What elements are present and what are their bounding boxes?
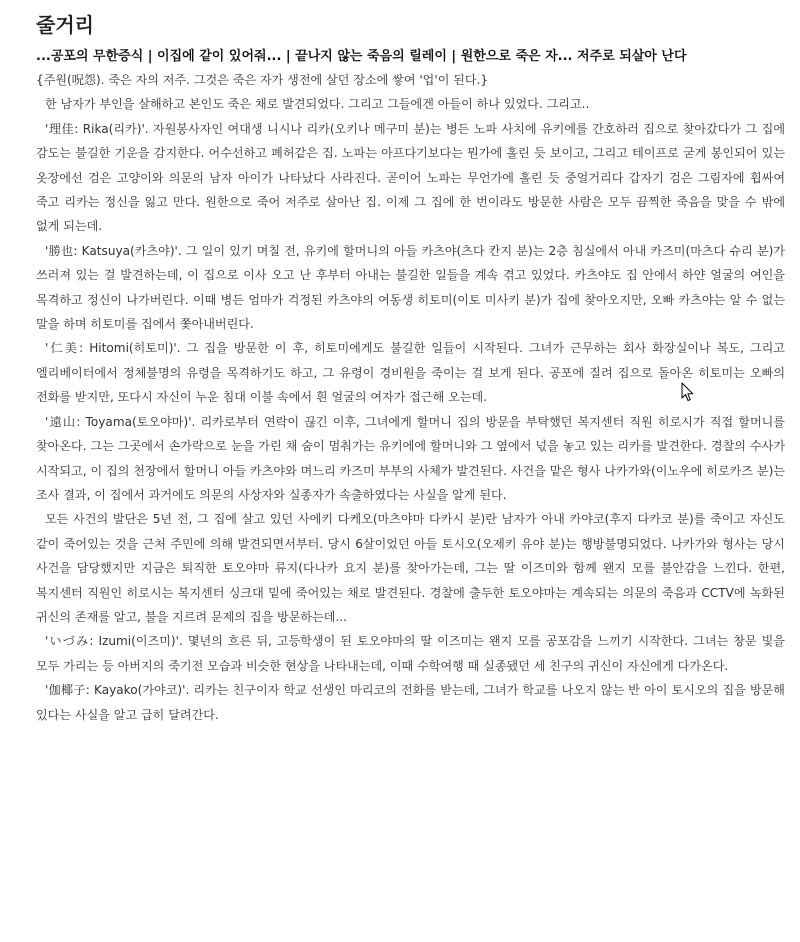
toyama-paragraph: '遠山: Toyama(토오야마)'. 리카로부터 연락이 끊긴 이후, 그녀에게 할머니 집의 방문을 부탁했던 복지센터 직원 히로시가 직접 할머니를 찾아온다. 그는 그곳에서 손가락으로 눈을 가린 채 숨이 멈춰가는 유키에에 할머니와 그 옆에서 넋을 놓고 있는 리카를 발견한다. 경찰의 수사가 시작되고, 이 집의 천장에서 할머니 아들 카츠야와 며느리 카즈미 부부의 사체가 발견된다. 사건을 맡은 형사 나카가와(이노우에 히로카즈 분)는 조사 결과, 이 집에서 과거에도 의문의 사상자와 실종자가 속출하였다는 사실을 알게 된다. xyxy=(36,414,785,502)
rika-paragraph: '理佳: Rika(리카)'. 자원봉사자인 여대생 니시나 리카(오키나 메구미 분)는 병든 노파 사치에 유키에를 간호하러 집으로 찾아갔다가 그 집에 감도는 불길한 기운을 감지한다. 어수선하고 폐허같은 집. 노파는 아프다기보다는 뭔가에 홀린 듯 보이고, 그리고 테이프로 굳게 봉인되어 있는 옷장에선 검은 고양이와 의문의 남자 아이가 나타났다 사라진다. 곧이어 노파는 무언가에 홀린 듯 중얼거리다 갑자기 검은 그림자에 휩싸여 죽고 리카는 정신을 잃고 만다. 원한으로 죽어 저주로 살아난 집. 이제 그 집에 한 번이라도 방문한 사람은 모두 끔찍한 죽음을 맞을 수 밖에 없게 되는데. xyxy=(36,121,785,234)
synopsis-page xyxy=(20,0,785,727)
kayako-paragraph: '伽椰子: Kayako(가야코)'. 리카는 친구이자 학교 선생인 마리코의 전화를 받는데, 그녀가 학교를 나오지 않는 반 아이 토시오의 집을 방문해 있다는 사실을 알고 급히 달려간다. xyxy=(36,683,785,722)
hitomi-paragraph: '仁美: Hitomi(히토미)'. 그 집을 방문한 이 후, 히토미에게도 불길한 일들이 시작된다. 그녀가 근무하는 회사 화장실이나 복도, 그리고 엘리베이터에서 정체불명의 유령을 목격하기도 하고, 그 유령이 경비원을 죽이는 걸 보게 된다. 공포에 질려 집으로 돌아온 히토미는 오빠의 전화를 받지만, 또다시 자신이 누운 침대 이불 속에서 흰 얼굴의 여자가 접근해 오는데. xyxy=(36,341,786,405)
origin-paragraph: 모든 사건의 발단은 5년 전, 그 집에 살고 있던 사에키 다케오(마츠야마 다카시 분)란 남자가 아내 카야코(후지 다카코 분)를 죽이고 자신도 같이 죽어있는 것을 근처 주민에 의해 발견되면서부터. 당시 6살이었던 아들 토시오(오제키 유야 분)는 행방불명되었다. 나카가와 형사는 당시 사건을 담당했지만 지금은 퇴직한 토오야마 류지(다나카 요지 분)를 찾아가는데, 그는 딸 이즈미와 함께 왠지 모를 불안감을 느낀다. 한편, 복지센터 직원인 히로시는 복지센터 싱크대 밑에 죽어있는 채로 발견된다. 경찰에 출두한 토오야마는 계속되는 의문의 죽음과 CCTV에 녹화된 귀신의 존재를 알고, 불을 지르려 문제의 집을 방문하는데... xyxy=(36,512,785,624)
mouse-pointer-icon xyxy=(681,382,695,402)
page-title: 줄거리 xyxy=(36,13,94,37)
intro-paragraph: 한 남자가 부인을 살해하고 본인도 죽은 채로 발견되었다. 그리고 그들에겐 아들이 하나 있었다. 그리고.. xyxy=(45,97,590,112)
katsuya-paragraph: '勝也: Katsuya(카츠야)'. 그 일이 있기 며칠 전, 유키에 할머니의 아들 카츠야(츠다 칸지 분)는 2층 침실에서 아내 카즈미(마츠다 슈리 분)가 쓰러져 있는 걸 발견하는데, 이 집으로 이사 오고 난 후부터 아내는 불길한 일들을 계속 겪고 있었다. 카츠야도 집 안에서 하얀 얼굴의 여인을 목격하고 정신이 나가버린다. 이때 병든 엄마가 걱정된 카츠야의 여동생 히토미(이토 미사키 분)가 집에 찾아오지만, 오빠 카츠야는 알 수 없는 말을 하며 히토미를 집에서 쫓아내버린다. xyxy=(36,243,785,332)
tagline: ...공포의 무한증식 | 이집에 같이 있어줘... | 끝나지 않는 죽음의 릴레이 | 원한으로 죽은 자... 저주로 되살아 난다 xyxy=(36,49,687,64)
izumi-paragraph: 'いづみ: Izumi(이즈미)'. 몇년의 흐른 뒤, 고등학생이 된 토오야마의 딸 이즈미는 왠지 모를 공포감을 느끼기 시작한다. 그녀는 창문 빛을 모두 가리는 등 아버지의 죽기전 모습과 비슷한 현상을 나타내는데, 이때 수학여행 때 실종됐던 세 친구의 귀신이 자신에게 다가온다. xyxy=(36,634,785,673)
epigraph-paragraph: {주원(呪怨). 죽은 자의 저주. 그것은 죽은 자가 생전에 살던 장소에 쌓여 '업'이 된다.} xyxy=(36,73,489,87)
synopsis-body xyxy=(36,68,785,727)
